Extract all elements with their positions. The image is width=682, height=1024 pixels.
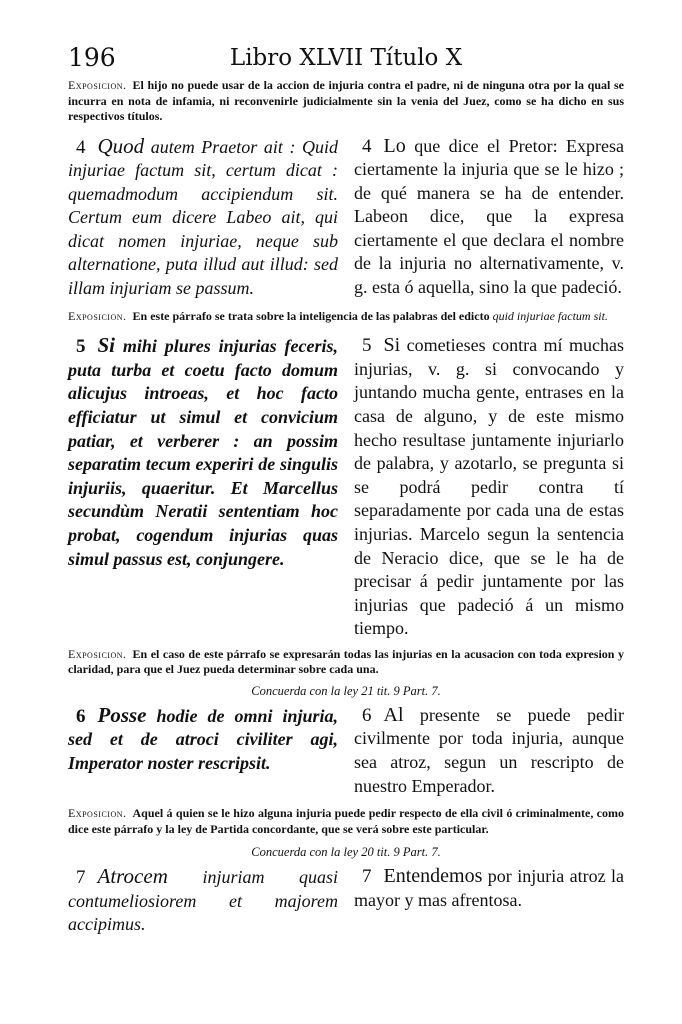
spanish-body: presente se puede pedir civilmente por toda injuria, aunque sea atroz, segun un rescripto de nuestro Emperador. <box>354 704 624 796</box>
page-number: 196 <box>68 43 116 72</box>
latin-body: hodie de omni injuria, sed et de atroci civiliter agi, Imperator noster rescripsit. <box>68 705 338 774</box>
paragraph-5 <box>68 334 624 641</box>
exposicion-edict-quote: quid injuriae factum sit. <box>492 308 608 323</box>
paragraph-6 <box>68 704 624 798</box>
paragraph-number: 6 <box>362 704 372 726</box>
spanish-body: por injuria atroz la mayor y mas afrentosa. <box>354 866 624 910</box>
latin-lead-word: Quod <box>97 133 145 158</box>
paragraph-number: 7 <box>76 867 86 889</box>
paragraph-number: 7 <box>362 866 372 888</box>
spanish-body: que dice el Pretor: Expresa ciertamente la injuria que se le hizo ; de qué manera se ha de entender. Labeon dice, que la expresa ciertamente el que declara el nombre de la injuria no alternativamente, v. g. esta ó aquella, sino la que padeció. <box>354 135 625 298</box>
spanish-lead-word: Si <box>383 334 401 357</box>
spanish-text-6 <box>354 704 624 798</box>
concordance-5: Concuerda con la ley 21 tit. 9 Part. 7. <box>251 683 441 698</box>
latin-lead-word: Si <box>97 333 116 358</box>
paragraph-number: 5 <box>76 336 86 358</box>
latin-body: mihi plures injurias feceris, puta turba et coetu facto domum alicujus introeas, et hoc facto efficiatur ut simul et convicium patiar, et verberer : an possim separatim tecum experiri de singulis injuriis, quaeritur. Et Marcellus secundùm Neratii sententiam hoc probat, cogendum injurias quas simul passus est, conjungere. <box>68 336 339 569</box>
exposicion-label: Exposicion. <box>68 806 127 821</box>
latin-text-5 <box>68 334 338 641</box>
exposicion-text: Aquel á quien se le hizo alguna injuria puede pedir respecto de ella civil ó criminalmente, como dice este párrafo y la ley de Partida concordante, que se verá sobre este particular. <box>68 806 624 836</box>
exposicion-label: Exposicion. <box>68 308 127 323</box>
spanish-body: cometieses contra mí muchas injurias, v. g. si convocando y juntando mucha gente, entrases en la casa de alguno, y de este mismo hecho resultase juntamente injuriarlo de palabra, y azotarlo, se pregunta si se podrá pedir contra tí separadamente por cada una de estas injurias. Marcelo segun la sentencia de Neracio dice, que se le ha de precisar á pedir juntamente por las injurias que padeció á un mismo tiempo. <box>354 335 624 639</box>
spanish-lead-word: Entendemos <box>383 865 483 888</box>
exposicion-text: El hijo no puede usar de la accion de injuria contra el padre, ni de ninguna otra por la qual se incurra en nota de infamia, ni reconvenirle judicialmente sin la venia del Juez, como se ha dicho en sus respectivos títulos. <box>68 78 624 123</box>
running-title: Libro XLVII Título X <box>229 45 463 71</box>
spanish-lead-word: Lo <box>383 134 406 157</box>
paragraph-7 <box>68 865 624 937</box>
spanish-text-4 <box>354 135 624 301</box>
exposicion-6 <box>68 806 624 837</box>
latin-body: autem Praetor ait : Quid injuriae factum sit, certum dicat : quemadmodum accipiendum sit. Certum eum dicere Labeo ait, qui dicat nomen injuriae, neque sub alternatione, puta illud aut illud: sed illam injuriam se passum. <box>68 136 339 299</box>
latin-lead-word: Posse <box>97 702 147 727</box>
concordance-6: Concuerda con la ley 20 tit. 9 Part. 7. <box>251 845 441 860</box>
exposicion-4 <box>68 309 624 325</box>
exposicion-5 <box>68 647 624 678</box>
spanish-text-5 <box>354 334 624 641</box>
spanish-lead-word: Al <box>383 703 404 726</box>
paragraph-number: 4 <box>362 135 372 157</box>
exposicion-intro <box>68 78 624 125</box>
latin-body: injuriam quasi contumeliosiorem et majorem accipimus. <box>68 867 339 935</box>
paragraph-number: 5 <box>362 335 372 357</box>
paragraph-number: 4 <box>76 136 86 158</box>
exposicion-text: En este párrafo se trata sobre la inteligencia de las palabras del edicto <box>132 308 490 323</box>
latin-text-6 <box>68 704 338 798</box>
exposicion-label: Exposicion. <box>68 78 127 92</box>
paragraph-4 <box>68 135 624 301</box>
book-page <box>68 38 624 937</box>
spanish-text-7 <box>354 865 624 937</box>
latin-text-7 <box>68 865 338 937</box>
page-header <box>68 38 624 78</box>
paragraph-number: 6 <box>76 705 86 727</box>
exposicion-text: En el caso de este párrafo se expresarán todas las injurias en la acusacion con toda expresion y claridad, para que el Juez pueda determinar sobre cada una. <box>68 646 624 677</box>
latin-lead-word: Atrocem <box>97 864 168 889</box>
latin-text-4 <box>68 135 338 301</box>
exposicion-label: Exposicion. <box>68 646 127 661</box>
